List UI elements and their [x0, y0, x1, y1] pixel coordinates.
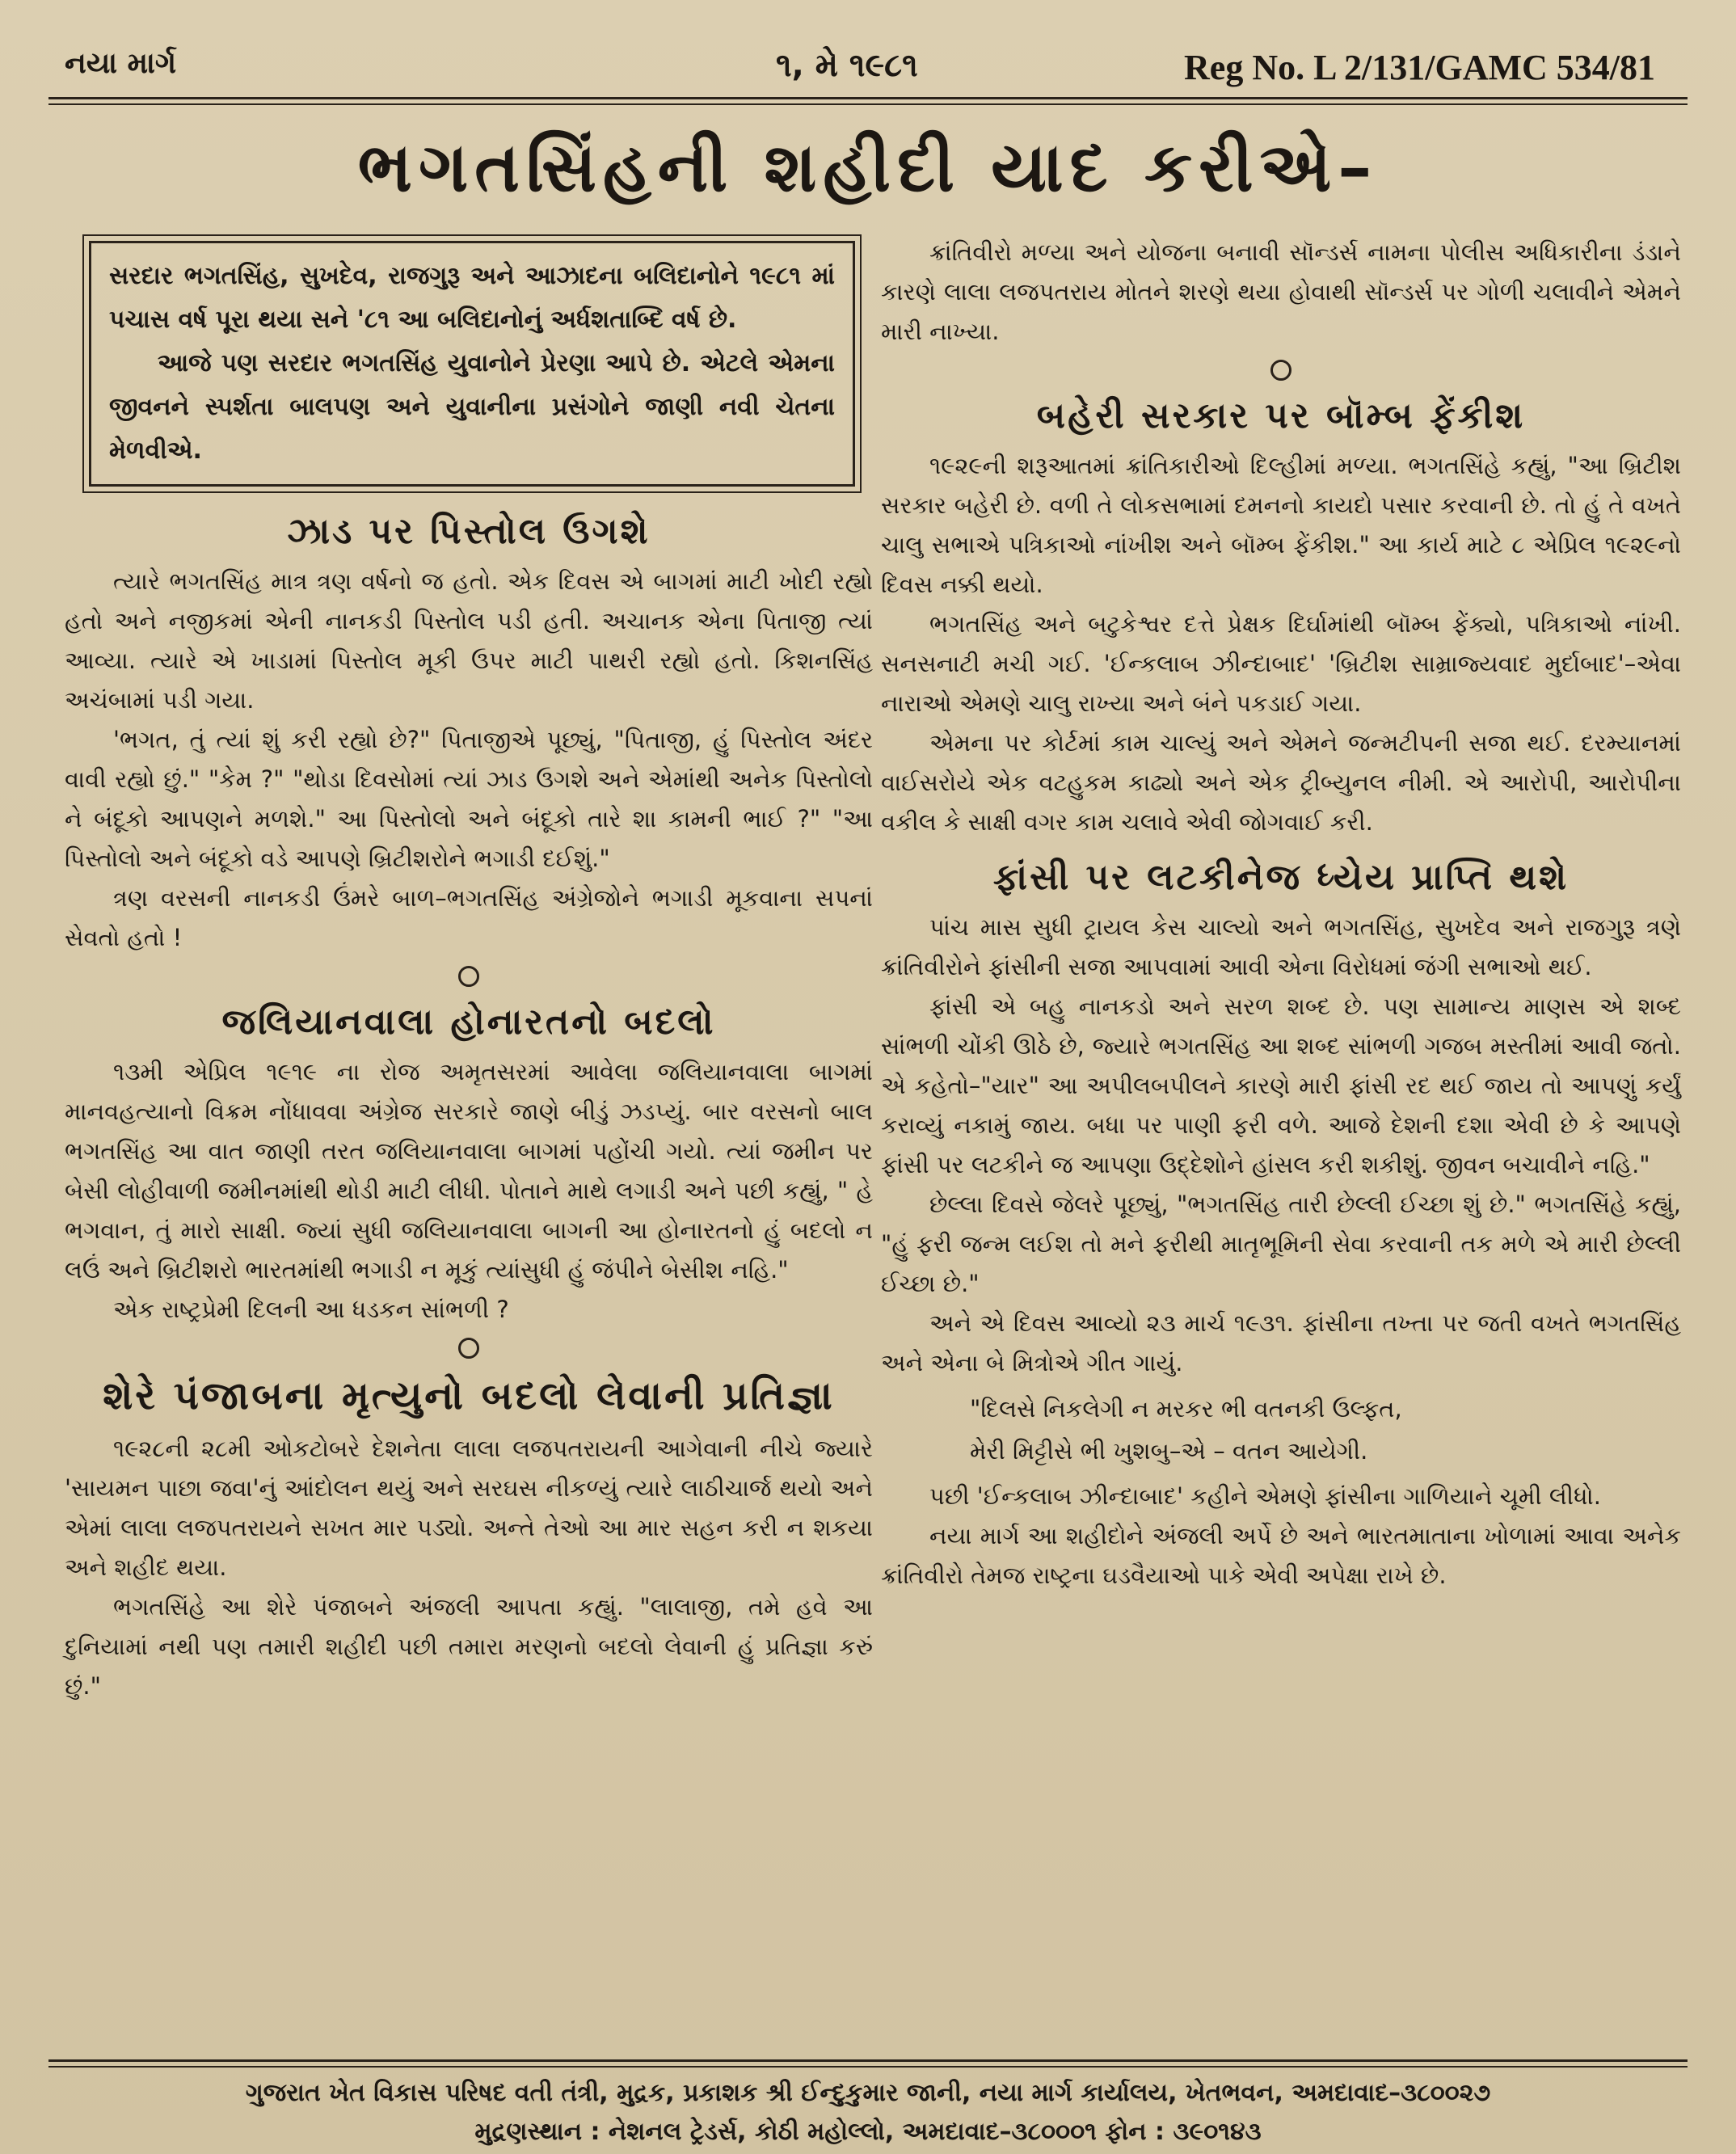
footer-rule — [48, 2059, 1688, 2062]
header-rule — [48, 97, 1688, 99]
section-ornament — [458, 1338, 479, 1359]
paragraph: ક્રાંતિવીરો મળ્યા અને યોજના બનાવી સૉન્ડર્સ નામના પોલીસ અધિકારીના ડંડાને કારણે લાલા લજપતરાય મોતને શરણે થયા હોવાથી સૉન્ડર્સ પર ગોળી ચલાવીને એમને મારી નાખ્યા. — [881, 238, 1681, 345]
footer-rule-inner — [48, 2066, 1688, 2068]
paragraph: ભગતસિંહ અને બટુકેશ્વર દત્તે પ્રેક્ષક દિર્ઘામાંથી બૉમ્બ ફેંક્યો, પત્રિકાઓ નાંખી. સનસનાટી મચી ગઈ. 'ઈન્કલાબ ઝીન્દાબાદ' 'બ્રિટીશ સામ્રાજ્યવાદ મુર્દાબાદ'–એવા નારાઓ એમણે ચાલુ રાખ્યા અને બંને પકડાઈ ગયા. — [881, 610, 1681, 717]
paragraph: ૧૩મી એપ્રિલ ૧૯૧૯ ના રોજ અમૃતસરમાં આવેલા જલિયાનવાલા બાગમાં માનવહત્યાનો વિક્રમ નોંધાવવા અંગ્રેજ સરકારે જાણે બીડું ઝડપ્યું. બાર વરસનો બાલ ભગતસિંહ આ વાત જાણી તરત જલિયાનવાલા બાગમાં પહોંચી ગયો. ત્યાં જમીન પર બેસી લોહીવાળી જમીનમાંથી થોડી માટી લીધી. પોતાને માથે લગાડી અને પછી કહ્યું, " હે ભગવાન, તું મારો સાક્ષી. જ્યાં સુધી જલિયાનવાલા બાગની આ હોનારતનો હું બદલો ન લઉં અને બ્રિટીશરો ભારતમાંથી ભગાડી ન મૂકું ત્યાંસુધી હું જંપીને બેસીશ નહિ." — [65, 1058, 873, 1284]
paragraph: ૧૯૨૮ની ૨૮મી ઓકટોબરે દેશનેતા લાલા લજપતરાયની આગેવાની નીચે જ્યારે 'સાયમન પાછા જવા'નું આંદોલન થયું અને સરઘસ નીકળ્યું ત્યારે લાઠીચાર્જ થયો અને એમાં લાલા લજપતરાયને સખત માર પડ્યો. અન્તે તેઓ આ માર સહન કરી ન શકયા અને શહીદ થયા. — [65, 1435, 873, 1581]
imprint-line-1: ગુજરાત ખેત વિકાસ પરિષદ વતી તંત્રી, મુદ્રક, પ્રકાશક શ્રી ઈન્દુકુમાર જાની, નયા માર્ગ કાર્યાલય, ખેતભવન, અમદાવાદ–૩૮૦૦૨૭ — [245, 2079, 1491, 2107]
paragraph: ભગતસિંહે આ શેરે પંજાબને અંજલી આપતા કહ્યું. "લાલાજી, તમે હવે આ દુનિયામાં નથી પણ તમારી શહીદી પછી તમારા મરણનો બદલો લેવાની હું પ્રતિજ્ઞા કરું છું." — [65, 1593, 873, 1700]
section-title-gallows: ફાંસી પર લટકીનેજ ધ્યેય પ્રાપ્તિ થશે — [992, 857, 1570, 898]
paragraph: પાંચ માસ સુધી ટ્રાયલ કેસ ચાલ્યો અને ભગતસિંહ, સુખદેવ અને રાજગુરૂ ત્રણે ક્રાંતિવીરોને ફાંસીની સજા આપવામાં આવી એના વિરોધમાં જંગી સભાઓ થઈ. — [881, 913, 1681, 980]
intro-box — [89, 241, 855, 487]
paragraph: ત્રણ વરસની નાનકડી ઉંમરે બાળ–ભગતસિંહ અંગ્રેજોને ભગાડી મૂકવાના સપનાં સેવતો હતો ! — [65, 884, 873, 951]
paragraph: ફાંસી એ બહુ નાનકડો અને સરળ શબ્દ છે. પણ સામાન્ય માણસ એ શબ્દ સાંભળી ચોંકી ઊઠે છે, જ્યારે ભગતસિંહ આ શબ્દ સાંભળી ગજબ મસ્તીમાં આવી જતો. એ કહેતો–"યાર" આ અપીલબપીલને કારણે મારી ફાંસી રદ થઈ જાય તો આપણું કર્યું કરાવ્યું નકામું જાય. બધા પર પાણી ફરી વળે. આજે દેશની દશા એવી છે કે આપણે ફાંસી પર લટકીને જ આપણા ઉદ્દેશોને હાંસલ કરી શકીશું. જીવન બચાવીને નહિ." — [881, 993, 1681, 1178]
song-quote — [970, 1388, 1681, 1472]
headline: ભગતસિંહની શહીદી યાદ કરીએ– — [357, 128, 1379, 207]
paragraph: નયા માર્ગ આ શહીદોને અંજલી અર્પે છે અને ભારતમાતાના ખોળામાં આવા અનેક ક્રાંતિવીરો તેમજ રાષ્ટ્રના ઘડવૈયાઓ પાકે એવી અપેક્ષા રાખે છે. — [881, 1522, 1681, 1589]
page-header — [48, 40, 1688, 105]
section-ornament — [458, 966, 479, 987]
imprint-line-2: મુદ્રણસ્થાન : નેશનલ ટ્રેડર્સ, કોઠી મહોલ્લો, અમદાવાદ–૩૮૦૦૦૧ ફોન : ૩૯૦૧૪૩ — [474, 2118, 1262, 2146]
paragraph: ત્યારે ભગતસિંહ માત્ર ત્રણ વર્ષનો જ હતો. એક દિવસ એ બાગમાં માટી ખોદી રહ્યો હતો અને નજીકમાં એની નાનકડી પિસ્તોલ પડી હતી. અચાનક એના પિતાજી ત્યાં આવ્યા. ત્યારે એ ખાડામાં પિસ્તોલ મૂકી ઉપર માટી પાથરી રહ્યો હતો. કિશનસિંહ અચંબામાં પડી ગયા. — [65, 567, 873, 714]
section-title-pledge: શેરે પંજાબના મૃત્યુનો બદલો લેવાની પ્રતિજ્ઞા — [103, 1373, 835, 1418]
section-ornament — [1270, 360, 1291, 381]
intro-paragraph-2: આજે પણ સરદાર ભગતસિંહ યુવાનોને પ્રેરણા આપે છે. એટલે એમના જીવનને સ્પર્શતા બાલપણ અને યુવાનીના પ્રસંગોને જાણી નવી ચેતના મેળવીએ. — [109, 349, 835, 465]
section-title-bomb: બહેરી સરકાર પર બૉમ્બ ફેંકીશ — [1036, 395, 1526, 436]
section-title-jallianwala: જલિયાનવાલા હોનારતનો બદલો — [221, 1001, 716, 1043]
song-line-2: મેરી મિટ્ટીસે ભી ખુશબુ–એ – વતન આયેગી. — [970, 1437, 1368, 1465]
paragraph: ૧૯૨૯ની શરૂઆતમાં ક્રાંતિકારીઓ દિલ્હીમાં મળ્યા. ભગતસિંહે કહ્યું, "આ બ્રિટીશ સરકાર બહેરી છે. વળી તે લોકસભામાં દમનનો કાયદો પસાર કરવાની છે. તો હું તે વખતે ચાલુ સભાએ પત્રિકાઓ નાંખીશ અને બૉમ્બ ફેંકીશ." આ કાર્ય માટે ૮ એપ્રિલ ૧૯૨૯નો દિવસ નક્કી થયો. — [881, 452, 1681, 598]
paragraph: 'ભગત, તું ત્યાં શું કરી રહ્યો છે?" પિતાજીએ પૂછ્યું, "પિતાજી, હું પિસ્તોલ અંદર વાવી રહ્યો છું." "કેમ ?" "થોડા દિવસોમાં ત્યાં ઝાડ ઉગશે અને એમાંથી અનેક પિસ્તોલો ને બંદૂકો આપણને મળશે." આ પિસ્તોલો અને બંદૂકો તારે શા કામની ભાઈ ?" "આ પિસ્તોલો અને બંદૂકો વડે આપણે બ્રિટીશરોને ભગાડી દઈશું." — [65, 726, 873, 872]
paragraph: છેલ્લા દિવસે જેલરે પૂછ્યું, "ભગતસિંહ તારી છેલ્લી ઈચ્છા શું છે." ભગતસિંહે કહ્યું, "હું ફરી જન્મ લઈશ તો મને ફરીથી માતૃભૂમિની સેવા કરવાની તક મળે એ મારી છેલ્લી ઈચ્છા છે." — [881, 1191, 1681, 1297]
paragraph: અને એ દિવસ આવ્યો ૨૩ માર્ચ ૧૯૩૧. ફાંસીના તખ્તા પર જતી વખતે ભગતસિંહ અને એના બે મિત્રોએ ગીત ગાયું. — [881, 1309, 1681, 1376]
header-rule-inner — [48, 103, 1688, 105]
paragraph: એમના પર કોર્ટમાં કામ ચાલ્યું અને એમને જન્મટીપની સજા થઈ. દરમ્યાનમાં વાઈસરોયે એક વટહુકમ કાઢ્યો અને એક ટ્રીબ્યુનલ નીમી. એ આરોપી, આરોપીના વકીલ કે સાક્ષી વગર કામ ચલાવે એવી જોગવાઈ કરી. — [881, 729, 1681, 836]
paragraph: પછી 'ઈન્કલાબ ઝીન્દાબાદ' કહીને એમણે ફાંસીના ગાળિયાને ચૂમી લીધો. — [929, 1482, 1601, 1510]
registration-number: Reg No. L 2/131/GAMC 534/81 — [1184, 48, 1655, 87]
left-column — [65, 233, 873, 1706]
song-line-1: "દિલસે નિકલેગી ન મરકર ભી વતનકી ઉલ્ફત, — [970, 1395, 1402, 1423]
section-title-pistol: ઝાડ પર પિસ્તોલ ઉગશે — [287, 511, 651, 552]
publication-name: નયા માર્ગ — [65, 47, 177, 80]
right-column — [881, 233, 1681, 1595]
intro-paragraph-1: સરદાર ભગતસિંહ, સુખદેવ, રાજગુરૂ અને આઝાદના બલિદાનોને ૧૯૮૧ માં પચાસ વર્ષ પૂરા થયા સને '૮૧ આ બલિદાનોનું અર્ધશતાબ્દિ વર્ષ છે. — [109, 262, 835, 334]
imprint-footer — [48, 2074, 1688, 2152]
issue-date: ૧, મે ૧૯૮૧ — [776, 47, 918, 84]
paragraph: એક રાષ્ટ્રપ્રેમી દિલની આ ધડકન સાંભળી ? — [113, 1296, 509, 1323]
